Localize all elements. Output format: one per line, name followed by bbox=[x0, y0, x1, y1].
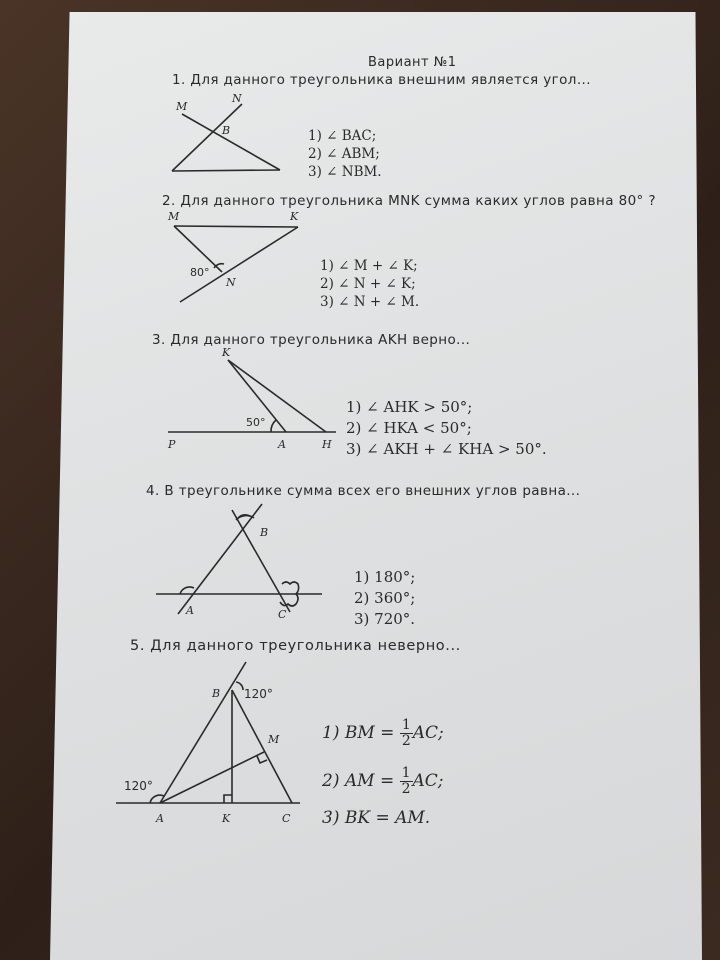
q5-option-2-numerator: 1 bbox=[401, 765, 411, 781]
question-1-text: 1. Для данного треугольника внешним является угол... bbox=[172, 72, 591, 88]
q5-label-a: A bbox=[156, 812, 164, 825]
q1-option-1: 1) ∠ BAC; bbox=[308, 128, 377, 144]
q3-label-k: K bbox=[222, 346, 231, 359]
q2-option-3: 3) ∠ N + ∠ M. bbox=[320, 294, 420, 310]
q5-option-2-suffix: AC; bbox=[412, 771, 444, 791]
q5-line-bc bbox=[232, 690, 292, 803]
q5-option-1 bbox=[322, 718, 444, 749]
q5-option-1-numerator: 1 bbox=[401, 717, 411, 733]
q3-option-3: 3) ∠ AKH + ∠ KHA > 50°. bbox=[346, 440, 547, 458]
q5-angle-a-label: 120° bbox=[124, 779, 153, 793]
question-4-text: 4. В треугольнике сумма всех его внешних углов равна... bbox=[146, 483, 581, 499]
question-5-text: 5. Для данного треугольника неверно... bbox=[130, 638, 461, 654]
q2-label-k: K bbox=[290, 210, 299, 223]
q1-option-2: 2) ∠ ABM; bbox=[308, 146, 380, 162]
q3-option-2: 2) ∠ HKA < 50°; bbox=[346, 419, 472, 437]
q5-option-2-denominator: 2 bbox=[401, 781, 411, 797]
q2-angle-label: 80° bbox=[190, 266, 210, 279]
q1-label-b: B bbox=[222, 124, 231, 137]
q3-label-h: H bbox=[322, 438, 332, 451]
q3-label-p: P bbox=[168, 438, 176, 451]
q5-option-2 bbox=[322, 766, 444, 797]
q5-option-2-prefix: 2) AM = bbox=[322, 771, 400, 791]
q5-option-1-denominator: 2 bbox=[401, 733, 411, 749]
q5-option-1-fraction bbox=[400, 718, 413, 749]
variant-title: Вариант №1 bbox=[368, 55, 457, 70]
q4-label-a: A bbox=[186, 604, 194, 617]
q5-right-angle-k bbox=[224, 795, 232, 803]
q3-angle-label: 50° bbox=[246, 416, 266, 429]
q5-option-1-prefix: 1) BM = bbox=[322, 723, 400, 743]
q5-right-angle-m bbox=[257, 756, 267, 763]
q2-label-m: M bbox=[168, 210, 180, 223]
q1-option-3: 3) ∠ NBM. bbox=[308, 164, 382, 180]
q4-option-1: 1) 180°; bbox=[354, 568, 416, 586]
q1-label-n: N bbox=[232, 92, 242, 105]
q5-label-b: B bbox=[212, 687, 221, 700]
q5-option-3: 3) BK = AM. bbox=[322, 808, 431, 828]
q4-option-3: 3) 720°. bbox=[354, 610, 416, 628]
q5-label-c: C bbox=[282, 812, 291, 825]
q5-angle-b-label: 120° bbox=[244, 687, 273, 701]
q3-option-1: 1) ∠ AHK > 50°; bbox=[346, 398, 473, 416]
q2-label-n: N bbox=[226, 276, 236, 289]
q5-label-k: K bbox=[222, 812, 231, 825]
q5-angle-arc-b bbox=[236, 682, 243, 690]
q5-label-m: M bbox=[268, 733, 280, 746]
q4-label-b: B bbox=[260, 526, 269, 539]
q5-option-1-suffix: AC; bbox=[412, 723, 444, 743]
q5-option-2-fraction bbox=[400, 766, 413, 797]
q2-option-2: 2) ∠ N + ∠ K; bbox=[320, 276, 416, 292]
q1-label-m: M bbox=[176, 100, 188, 113]
question-2-text: 2. Для данного треугольника MNK сумма каких углов равна 80° ? bbox=[162, 193, 656, 209]
question-3-text: 3. Для данного треугольника AKH верно... bbox=[152, 332, 471, 348]
q3-label-a: A bbox=[278, 438, 286, 451]
q4-option-2: 2) 360°; bbox=[354, 589, 416, 607]
q2-option-1: 1) ∠ M + ∠ K; bbox=[320, 258, 418, 274]
q4-label-c: C bbox=[278, 608, 287, 621]
